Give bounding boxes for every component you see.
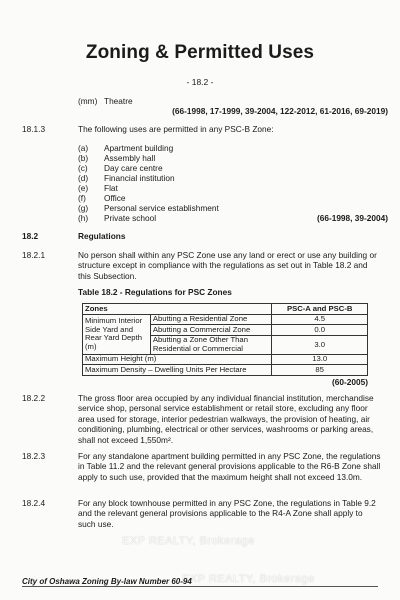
table-row: [83, 365, 368, 376]
list-item-text: Personal service establishment: [104, 203, 219, 213]
list-item-text: Private school: [104, 213, 157, 223]
page-title: Zoning & Permitted Uses: [85, 42, 315, 63]
list-letter: (mm): [78, 96, 98, 106]
amendment-note: (66-1998, 17-1999, 39-2004, 122-2012, 61-2016, 69-2019): [172, 106, 388, 116]
list-letter: (b): [78, 153, 89, 163]
list-item-text: Office: [104, 193, 126, 203]
amendment-note: (66-1998, 39-2004): [316, 213, 388, 223]
section-intro: The following uses are permitted in any PSC-B Zone:: [78, 124, 274, 134]
list-letter: (d): [78, 173, 89, 183]
table-cell: Abutting a Commercial Zone: [150, 325, 272, 336]
table-cell: Abutting a Residential Zone: [150, 314, 272, 325]
list-letter: (g): [78, 203, 89, 213]
page-footer: City of Oshawa Zoning By-law Number 60-94: [22, 577, 192, 586]
section-text: No person shall within any PSC Zone use any land or erect or use any building or structure except in compliance with the regulations as set out in Table 18.2 and this Subsection.: [78, 250, 377, 281]
table-cell: Abutting a Zone Other Than Residential or Commercial: [150, 335, 272, 354]
table-cell: Maximum Height (m): [83, 354, 272, 365]
section-number: 18.1.3: [22, 124, 46, 134]
section-text: For any standalone apartment building permitted in any PSC Zone, the regulations in Table 11.2 and the relevant general provisions applicable to the R6-B Zone shall apply to such use, provided that the maximum height shall not exceed 13.0m.: [78, 451, 381, 482]
table-header-cell: PSC-A and PSC-B: [272, 304, 368, 315]
list-item-text: Apartment building: [104, 143, 174, 153]
table-cell: Maximum Density – Dwelling Units Per Hectare: [83, 365, 272, 376]
table-cell: 4.5: [272, 314, 368, 325]
footer-rule: [22, 586, 378, 587]
list-item-text: Assembly hall: [104, 153, 156, 163]
watermark: EXP REALTY, Brokerage: [122, 535, 255, 547]
table-row: [83, 314, 368, 325]
section-number: 18.2.1: [22, 250, 46, 260]
section-text: The gross floor area occupied by any individual financial institution, merchandise service shop, personal service establishment or retail store, excluding any floor area used for storage, interior pedestrian walkways, the provision of heating, air conditioning, plumbing, electrical or other services, washrooms or parking areas, shall not exceed 1,550m².: [78, 393, 374, 445]
section-text: For any block townhouse permitted in any PSC Zone, the regulations in Table 9.2 and the relevant general provisions applicable to the R4-A Zone shall apply to such use.: [78, 498, 376, 529]
list-item-text: Financial institution: [104, 173, 175, 183]
section-number: 18.2.2: [22, 393, 46, 403]
list-letter: (a): [78, 143, 89, 153]
list-letter: (c): [78, 163, 88, 173]
table-cell: 13.0: [272, 354, 368, 365]
watermark: EXP REALTY, Brokerage: [182, 573, 315, 585]
table-cell: 85: [272, 365, 368, 376]
list-item-text: Day care centre: [104, 163, 163, 173]
table-cell: 3.0: [272, 335, 368, 354]
list-letter: (e): [78, 183, 89, 193]
section-number: 18.2.3: [22, 451, 46, 461]
page-number: - 18.2 -: [186, 77, 214, 87]
section-number: 18.2.4: [22, 498, 46, 508]
table-caption: Table 18.2 - Regulations for PSC Zones: [78, 287, 232, 297]
table-header-row: [83, 304, 368, 315]
regulations-table: [82, 303, 368, 376]
table-row: [83, 354, 368, 365]
list-item-text: Theatre: [104, 96, 133, 106]
section-number: 18.2: [22, 231, 39, 241]
list-letter: (f): [78, 193, 86, 203]
amendment-note: (60-2005): [332, 377, 368, 387]
table-cell: Minimum Interior Side Yard and Rear Yard Depth (m): [83, 314, 151, 354]
section-heading: Regulations: [78, 231, 126, 241]
list-letter: (h): [78, 213, 89, 223]
table-header-cell: Zones: [83, 304, 272, 315]
list-item-text: Flat: [104, 183, 118, 193]
table-cell: 0.0: [272, 325, 368, 336]
